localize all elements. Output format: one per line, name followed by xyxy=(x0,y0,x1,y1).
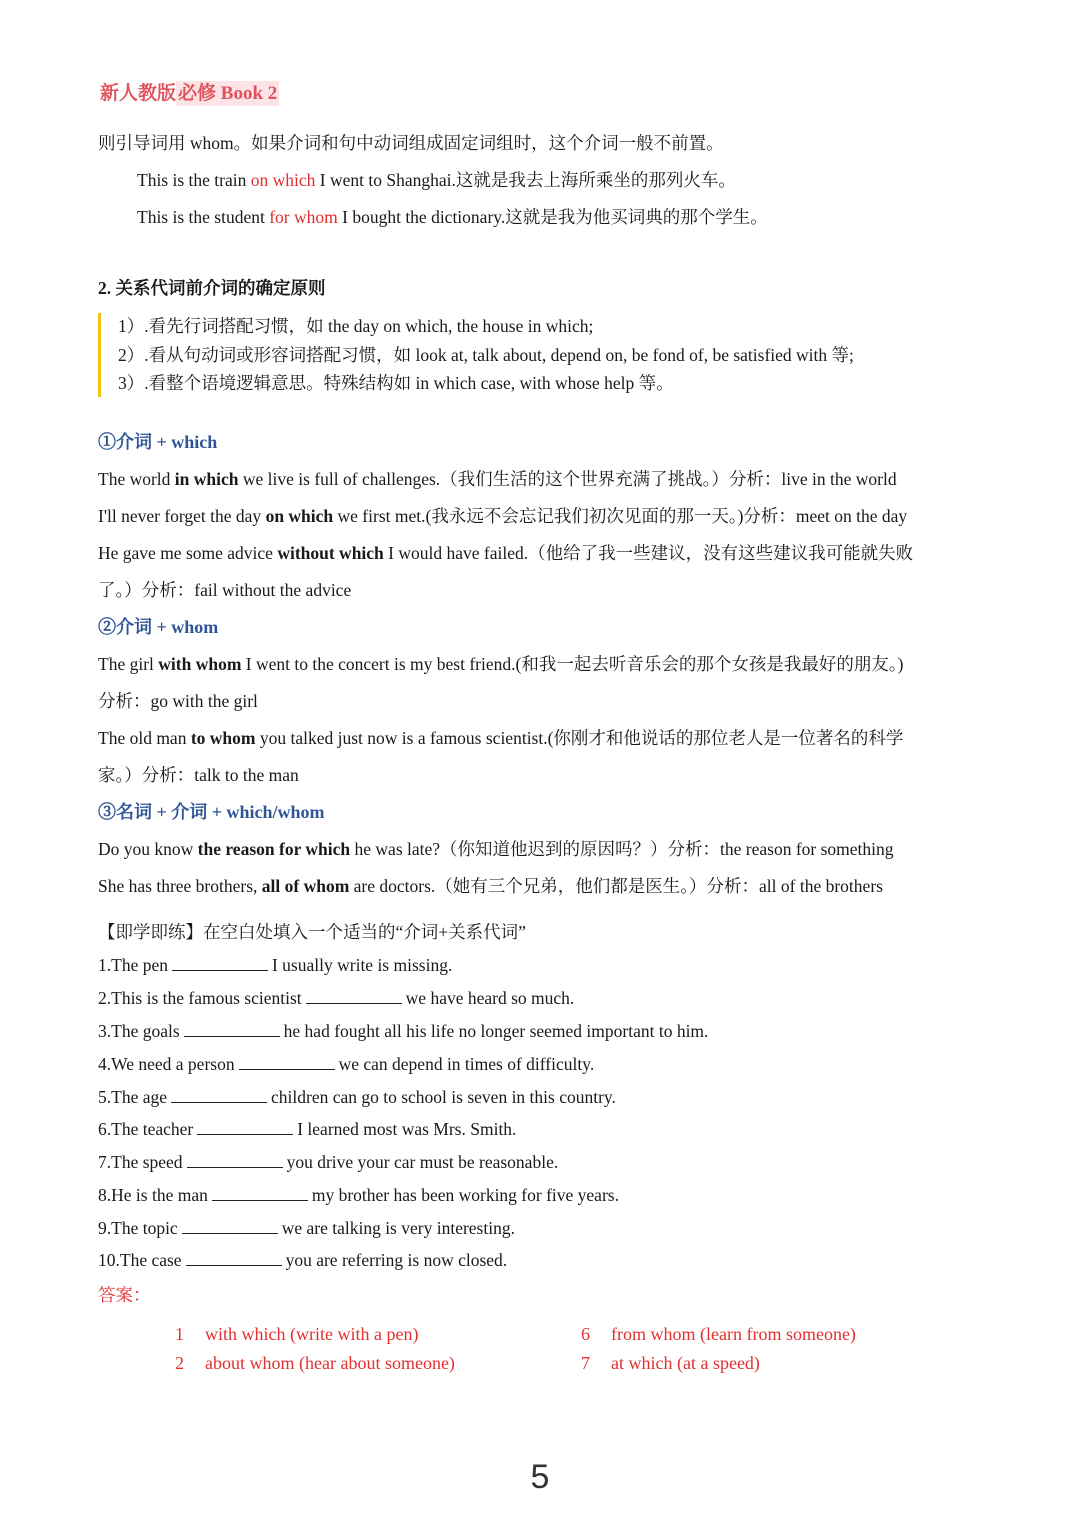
part-3-heading: ③名词 + 介词 + which/whom xyxy=(98,802,325,822)
exercise-item: 6.The teacher I learned most was Mrs. Smith. xyxy=(98,1119,517,1139)
part-1-heading: ①介词 + which xyxy=(98,432,218,452)
exercise-item: 9.The topic we are talking is very interesting. xyxy=(98,1218,515,1238)
answer-blank[interactable] xyxy=(172,956,268,971)
answer-item: 2 about whom (hear about someone) xyxy=(175,1353,455,1373)
answers-title: 答案： xyxy=(98,1285,151,1305)
part-2-heading: ②介词 + whom xyxy=(98,617,219,637)
quote-bar xyxy=(98,313,101,397)
answer-blank[interactable] xyxy=(184,1022,280,1037)
answer-blank[interactable] xyxy=(182,1219,278,1234)
answer-item: 1 with which (write with a pen) xyxy=(175,1324,419,1344)
part-3-sentence-2: She has three brothers, all of whom are doctors.（她有三个兄弟，他们都是医生。）分析：all of the brothers xyxy=(98,876,883,896)
header-highlight: 必修 Book 2 xyxy=(178,83,278,104)
highlight-phrase: on which xyxy=(250,170,316,190)
answer-blank[interactable] xyxy=(187,1153,283,1168)
intro-example-1: This is the train on which I went to Shanghai.这就是我去上海所乘坐的那列火车。 xyxy=(137,170,736,190)
answer-blank[interactable] xyxy=(171,1088,267,1103)
exercise-item: 3.The goals he had fought all his life no longer seemed important to him. xyxy=(98,1021,709,1041)
rule-2: 2）.看从句动词或形容词搭配习惯，如 look at, talk about, depend on, be fond of, be satisfied with 等; xyxy=(118,345,854,365)
rule-3: 3）.看整个语境逻辑意思。特殊结构如 in which case, with whose help 等。 xyxy=(118,373,674,393)
part-2-sentence-1-cont: 分析：go with the girl xyxy=(98,691,258,711)
part-2-sentence-2-cont: 家。）分析：talk to the man xyxy=(98,765,299,785)
exercise-item: 7.The speed you drive your car must be reasonable. xyxy=(98,1152,559,1172)
header-prefix: 新人教版 xyxy=(100,83,177,104)
exercise-item: 5.The age children can go to school is seven in this country. xyxy=(98,1087,616,1107)
exercise-item: 4.We need a person we can depend in times of difficulty. xyxy=(98,1054,595,1074)
part-1-sentence-2: I'll never forget the day on which we first met.(我永远不会忘记我们初次见面的那一天。)分析：meet on the day xyxy=(98,506,908,526)
exercise-title: 【即学即练】在空白处填入一个适当的“介词+关系代词” xyxy=(98,922,526,942)
highlight-phrase: for whom xyxy=(269,207,338,227)
rule-1: 1）.看先行词搭配习惯，如 the day on which, the house in which; xyxy=(118,316,594,336)
intro-example-2: This is the student for whom I bought the dictionary.这就是我为他买词典的那个学生。 xyxy=(137,207,768,227)
answer-blank[interactable] xyxy=(306,989,402,1004)
answer-item: 6 from whom (learn from someone) xyxy=(581,1324,856,1344)
exercise-item: 10.The case you are referring is now closed. xyxy=(98,1250,508,1270)
answer-blank[interactable] xyxy=(239,1055,335,1070)
exercise-item: 1.The pen I usually write is missing. xyxy=(98,955,453,975)
section-2-title: 2. 关系代词前介词的确定原则 xyxy=(98,278,326,298)
exercise-item: 8.He is the man my brother has been working for five years. xyxy=(98,1185,619,1205)
part-1-sentence-1: The world in which we live is full of challenges.（我们生活的这个世界充满了挑战。）分析：live in the world xyxy=(98,469,897,489)
answer-blank[interactable] xyxy=(186,1251,282,1266)
answer-blank[interactable] xyxy=(212,1186,308,1201)
part-1-sentence-3: He gave me some advice without which I would have failed.（他给了我一些建议，没有这些建议我可能就失败 xyxy=(98,543,914,563)
answer-item: 7 at which (at a speed) xyxy=(581,1353,760,1373)
book-header-tag xyxy=(96,80,283,108)
part-2-sentence-1: The girl with whom I went to the concert is my best friend.(和我一起去听音乐会的那个女孩是我最好的朋友。) xyxy=(98,654,904,674)
answer-blank[interactable] xyxy=(197,1120,293,1135)
page-number: 5 xyxy=(530,1458,550,1496)
intro-text: 则引导词用 whom。如果介词和句中动词组成固定词组时，这个介词一般不前置。 xyxy=(98,133,724,153)
part-1-sentence-3-cont: 了。）分析：fail without the advice xyxy=(98,580,352,600)
part-3-sentence-1: Do you know the reason for which he was late?（你知道他迟到的原因吗？）分析：the reason for something xyxy=(98,839,894,859)
exercise-item: 2.This is the famous scientist we have heard so much. xyxy=(98,988,575,1008)
part-2-sentence-2: The old man to whom you talked just now is a famous scientist.(你刚才和他说话的那位老人是一位著名的科学 xyxy=(98,728,904,748)
